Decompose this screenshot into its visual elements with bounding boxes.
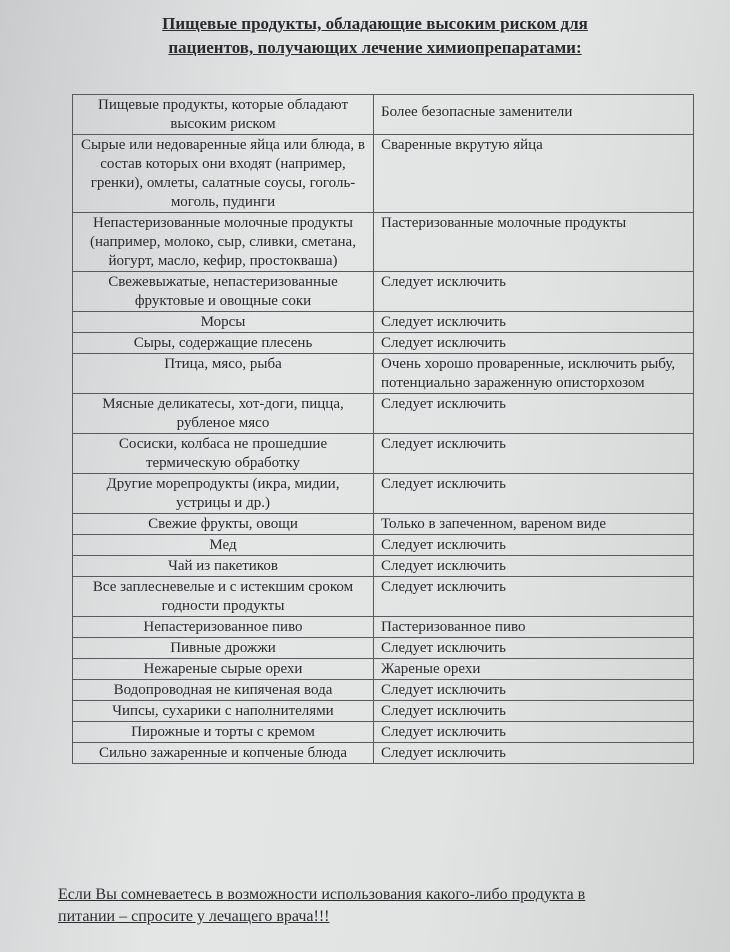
safer-alternative-cell: Следует исключить [374,722,694,743]
table-row [73,577,694,617]
safer-alternative-cell: Следует исключить [374,394,694,434]
risk-food-cell: Водопроводная не кипяченая вода [73,680,374,701]
safer-alternative-cell: Пастеризованные молочные продукты [374,213,694,272]
table-row [73,333,694,354]
risk-food-cell: Пирожные и торты с кремом [73,722,374,743]
safer-alternative-cell: Следует исключить [374,577,694,617]
risk-food-cell: Чипсы, сухарики с наполнителями [73,701,374,722]
table-row [73,659,694,680]
risk-food-cell: Пивные дрожжи [73,638,374,659]
risk-food-cell: Морсы [73,312,374,333]
risk-food-cell: Птица, мясо, рыба [73,354,374,394]
table-row [73,617,694,638]
safer-alternative-cell: Жареные орехи [374,659,694,680]
safer-alternative-cell: Следует исключить [374,312,694,333]
risk-food-cell: Непастеризованные молочные продукты (например, молоко, сыр, сливки, сметана, йогурт, масло, кефир, простокваша) [73,213,374,272]
table-row [73,434,694,474]
safer-alternative-cell: Только в запеченном, вареном виде [374,514,694,535]
table-row [73,312,694,333]
page-title [60,12,690,60]
risk-food-cell: Мед [73,535,374,556]
risk-food-cell: Свежие фрукты, овощи [73,514,374,535]
table-row [73,354,694,394]
header-alternative-cell: Более безопасные заменители [374,95,694,135]
risk-food-cell: Свежевыжатые, непастеризованные фруктовые и овощные соки [73,272,374,312]
table-row [73,135,694,213]
risk-food-cell: Сырые или недоваренные яйца или блюда, в состав которых они входят (например, гренки), омлеты, салатные соусы, гоголь-моголь, пудинги [73,135,374,213]
safer-alternative-cell: Следует исключить [374,535,694,556]
table-row [73,535,694,556]
header-risk-cell: Пищевые продукты, которые обладают высоким риском [73,95,374,135]
risk-food-cell: Другие морепродукты (икра, мидии, устрицы и др.) [73,474,374,514]
risk-food-cell: Все заплесневелые и с истекшим сроком годности продукты [73,577,374,617]
footer-note [58,884,698,928]
safer-alternative-cell: Следует исключить [374,556,694,577]
safer-alternative-cell: Следует исключить [374,638,694,659]
risk-food-cell: Непастеризованное пиво [73,617,374,638]
table-header-row [73,95,694,135]
table-row [73,701,694,722]
risk-food-cell: Нежареные сырые орехи [73,659,374,680]
table-row [73,514,694,535]
risk-food-cell: Сыры, содержащие плесень [73,333,374,354]
risk-food-cell: Чай из пакетиков [73,556,374,577]
safer-alternative-cell: Следует исключить [374,434,694,474]
table-row [73,743,694,764]
risk-food-cell: Сильно зажаренные и копченые блюда [73,743,374,764]
safer-alternative-cell: Следует исключить [374,474,694,514]
risk-food-cell: Сосиски, колбаса не прошедшие термическую обработку [73,434,374,474]
title-line-2: пациентов, получающих лечение химиопрепаратами: [168,38,582,57]
safer-alternative-cell: Пастеризованное пиво [374,617,694,638]
table-row [73,722,694,743]
safer-alternative-cell: Следует исключить [374,333,694,354]
table-row [73,394,694,434]
safer-alternative-cell: Следует исключить [374,701,694,722]
table-row [73,680,694,701]
safer-alternative-cell: Следует исключить [374,272,694,312]
food-risk-table [72,94,694,764]
risk-food-cell: Мясные деликатесы, хот-доги, пицца, рубленое мясо [73,394,374,434]
safer-alternative-cell: Очень хорошо проваренные, исключить рыбу, потенциально зараженную описторхозом [374,354,694,394]
footer-line-2: питании – спросите у лечащего врача!!! [58,908,330,925]
safer-alternative-cell: Сваренные вкрутую яйца [374,135,694,213]
table-row [73,556,694,577]
table-row [73,638,694,659]
footer-line-1: Если Вы сомневаетесь в возможности использования какого-либо продукта в [58,886,586,903]
table-row [73,272,694,312]
table-row [73,213,694,272]
safer-alternative-cell: Следует исключить [374,680,694,701]
safer-alternative-cell: Следует исключить [374,743,694,764]
title-line-1: Пищевые продукты, обладающие высоким риском для [162,14,588,33]
table-row [73,474,694,514]
